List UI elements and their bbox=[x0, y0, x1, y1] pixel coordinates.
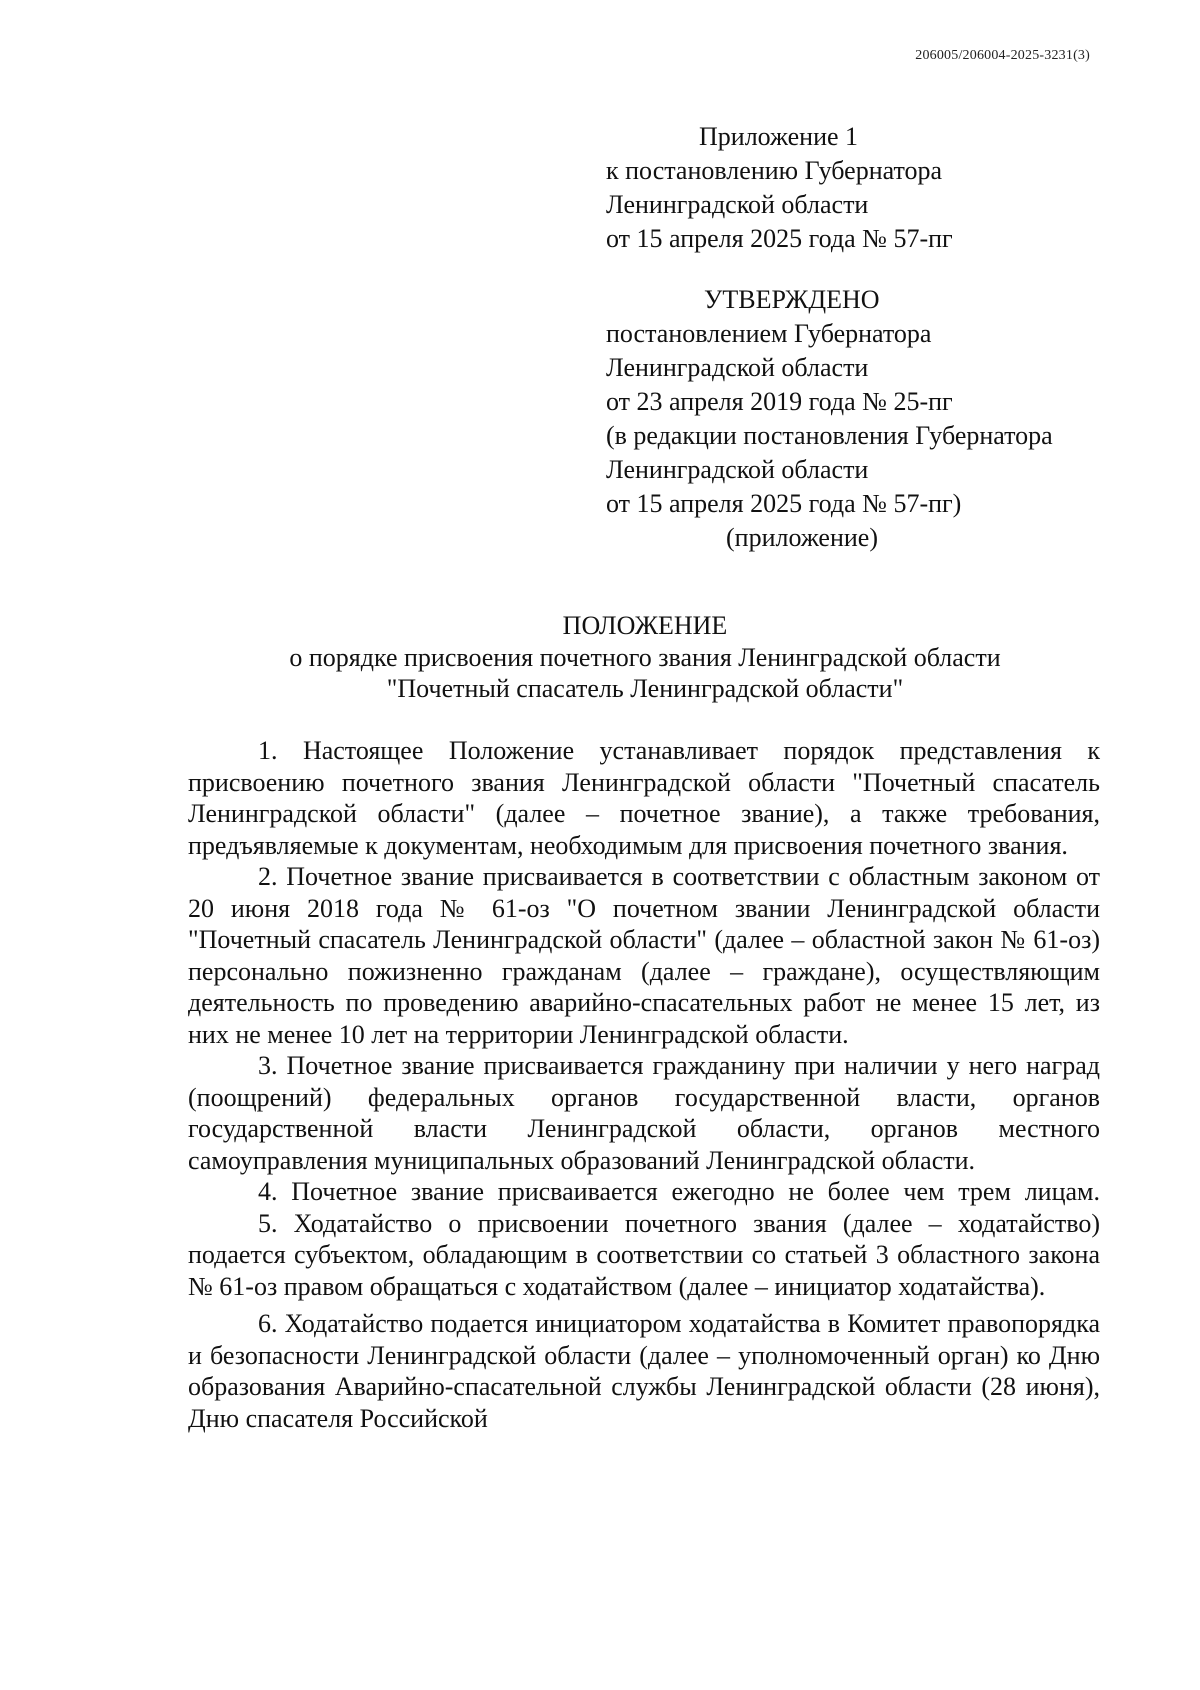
approved-line: (в редакции постановления Губернатора bbox=[606, 421, 1053, 450]
paragraph-5: 5. Ходатайство о присвоении почетного звания (далее – ходатайство) подается субъектом, обладающим в соответствии со статьей 3 областного закона № 61-оз правом обращаться с ходатайством (далее – инициатор ходатайства). bbox=[188, 1208, 1100, 1301]
paragraph-2: 2. Почетное звание присваивается в соответствии с областным законом от 20 июня 2018 года № 61-оз "О почетном звании Ленинградской области "Почетный спасатель Ленинградской области" (далее – областной закон № 61-оз) персонально пожизненно гражданам (далее – граждане), осуществляющим деятельность по проведению аварийно-спасательных работ не менее 15 лет, из них не менее 10 лет на территории Ленинградской области. bbox=[188, 862, 1100, 1049]
appendix-line: Ленинградской области bbox=[606, 190, 869, 219]
paragraph-3: 3. Почетное звание присваивается гражданину при наличии у него наград (поощрений) федеральных органов государственной власти, органов государственной власти Ленинградской области, органов местного самоуправления муниципальных образований Ленинградской области. bbox=[188, 1051, 1100, 1175]
approved-title: УТВЕРЖДЕНО bbox=[704, 285, 880, 314]
approved-line: Ленинградской области bbox=[606, 455, 869, 484]
document-subtitle: о порядке присвоения почетного звания Ленинградской области bbox=[289, 643, 1001, 672]
appendix-title: Приложение 1 bbox=[699, 122, 859, 151]
appendix-header bbox=[606, 120, 953, 256]
approved-date-line: от 23 апреля 2019 года № 25-пг bbox=[606, 387, 953, 416]
approval-stamp-block bbox=[606, 283, 1053, 555]
paragraph-1: 1. Настоящее Положение устанавливает порядок представления к присвоению почетного звания Ленинградской области "Почетный спасатель Ленинградской области" (далее – почетное звание), а также требования, предъявляемые к документам, необходимым для присвоения почетного звания. bbox=[188, 736, 1100, 860]
document-heading: ПОЛОЖЕНИЕ bbox=[562, 611, 728, 640]
paragraph-6: 6. Ходатайство подается инициатором ходатайства в Комитет правопорядка и безопасности Ленинградской области (далее – уполномоченный орган) ко Дню образования Аварийно-спасательной службы Ленинградской области (28 июня), Дню спасателя Российской bbox=[188, 1309, 1100, 1433]
appendix-date-line: от 15 апреля 2025 года № 57-пг bbox=[606, 224, 953, 253]
approved-appendix-note: (приложение) bbox=[726, 523, 879, 552]
approved-line: постановлением Губернатора bbox=[606, 319, 932, 348]
appendix-line: к постановлению Губернатора bbox=[606, 156, 943, 185]
approved-date-line: от 15 апреля 2025 года № 57-пг) bbox=[606, 489, 962, 518]
document-subtitle: "Почетный спасатель Ленинградской области" bbox=[386, 674, 904, 703]
document-registration-number: 206005/206004-2025-3231(3) bbox=[915, 48, 1090, 63]
paragraph-4: 4. Почетное звание присваивается ежегодно не более чем трем лицам. bbox=[258, 1177, 1100, 1206]
approved-line: Ленинградской области bbox=[606, 353, 869, 382]
document-title-block bbox=[0, 610, 1200, 704]
document-body bbox=[188, 735, 1100, 1434]
